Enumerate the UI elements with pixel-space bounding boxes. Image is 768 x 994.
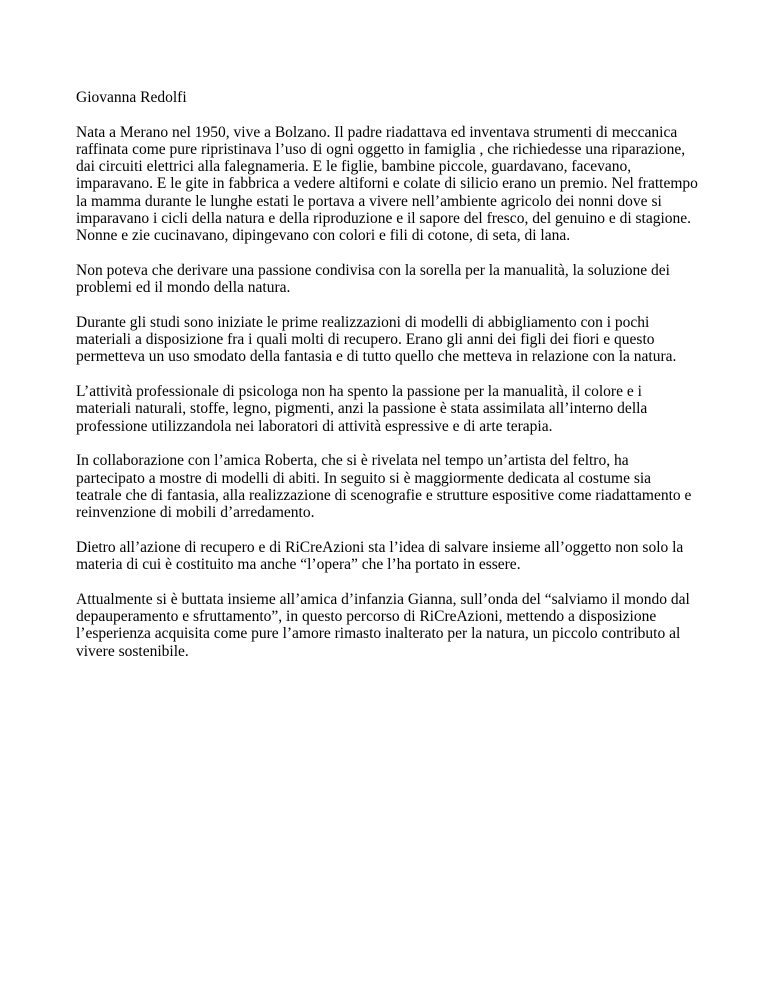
text-line: materiali naturali, stoffe, legno, pigmenti, anzi la passione è stata assimilata all’interno della [76,400,648,418]
text-line: problemi ed il mondo della natura. [76,279,291,297]
text-line: Non poteva che derivare una passione condivisa con la sorella per la manualità, la soluzione dei [76,261,670,279]
text-line: la mamma durante le lunghe estati le portava a vivere nell’ambiente agricolo dei nonni dove si [76,192,662,210]
paragraph [76,314,696,366]
paragraph [76,124,696,245]
paragraph [76,383,696,435]
text-line: professione utilizzandola nei laboratori di attività espressive e di arte terapia. [76,417,553,435]
document-page [76,89,696,677]
text-line: L’attività professionale di psicologa non ha spento la passione per la manualità, il colore e i [76,383,642,401]
text-line: materia di cui è costituito ma anche “l’opera” che l’ha portato in essere. [76,556,521,574]
text-line: permetteva un uso smodato della fantasia e di tutto quello che metteva in relazione con la natura. [76,348,677,366]
author-name-heading: Giovanna Redolfi [76,89,187,106]
text-line: imparavano i cicli della natura e della riproduzione e il sapore del fresco, del genuino e di stagione. [76,210,692,228]
text-line: reinvenzione di mobili d’arredamento. [76,504,315,522]
text-line: Nata a Merano nel 1950, vive a Bolzano. Il padre riadattava ed inventava strumenti di meccanica [76,123,678,141]
paragraph [76,539,696,574]
biography-body [76,124,696,660]
text-line: teatrale che di fantasia, alla realizzazione di scenografie e strutture espositive come riadattamento e [76,486,692,504]
text-line: In collaborazione con l’amica Roberta, che si è rivelata nel tempo un’artista del feltro, ha [76,452,629,470]
text-line: depauperamento e sfruttamento”, in questo percorso di RiCreAzioni, mettendo a disposizione [76,607,657,625]
text-line: imparavano. E le gite in fabbrica a vedere altiforni e colate di silicio erano un premio. Nel frattempo [76,175,698,193]
text-line: vivere sostenibile. [76,642,189,660]
text-line: raffinata come pure ripristinava l’uso di ogni oggetto in famiglia , che richiedesse una riparazione, [76,140,686,158]
text-line: Nonne e zie cucinavano, dipingevano con colori e fili di cotone, di seta, di lana. [76,227,571,245]
paragraph [76,591,696,660]
text-line: l’esperienza acquisita come pure l’amore rimasto inalterato per la natura, un piccolo contributo al [76,625,681,643]
text-line: Dietro all’azione di recupero e di RiCreAzioni sta l’idea di salvare insieme all’oggetto non solo la [76,538,684,556]
text-line: Attualmente si è buttata insieme all’amica d’infanzia Gianna, sull’onda del “salviamo il mondo dal [76,590,690,608]
paragraph [76,262,696,297]
text-line: partecipato a mostre di modelli di abiti. In seguito si è maggiormente dedicata al costume sia [76,469,652,487]
paragraph [76,452,696,521]
text-line: Durante gli studi sono iniziate le prime realizzazioni di modelli di abbigliamento con i pochi [76,313,650,331]
text-line: materiali a disposizione fra i quali molti di recupero. Erano gli anni dei figli dei fiori e questo [76,331,655,349]
text-line: dai circuiti elettrici alla falegnameria. E le figlie, bambine piccole, guardavano, facevano, [76,158,632,176]
